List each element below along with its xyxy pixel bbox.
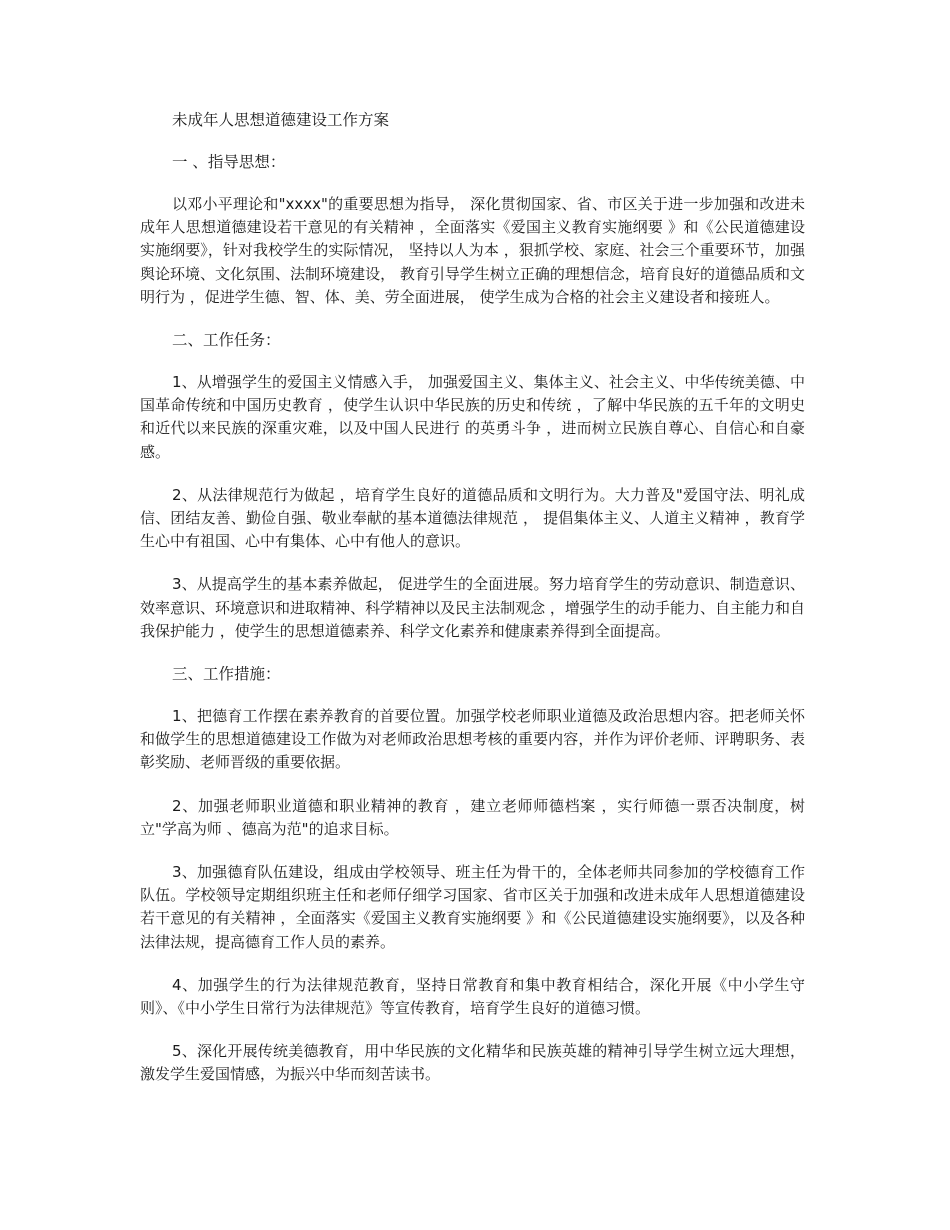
paragraph: 以邓小平理论和"xxxx"的重要思想为指导， 深化贯彻国家、省、市区关于进一步加强和改进未成年人思想道德建设若干意见的有关精神 ，全面落实《爱国主义教育实施纲要 》和《公民道德建设实施纲要》，针对我校学生的实际情况， 坚持以人为本 ，狠抓学校、家庭、社会三个重要环节，加强舆论环境、文化氛围、法制环境建设， 教育引导学生树立正确的理想信念，培育良好的道德品质和文明行为 ，促进学生德、智、体、美、劳全面进展， 使学生成为合格的社会主义建设者和接班人。 xyxy=(140,195,805,306)
paragraph: 3、从提高学生的基本素养做起， 促进学生的全面进展。努力培育学生的劳动意识、制造意识、效率意识、环境意识和进取精神、科学精神以及民主法制观念 ，增强学生的动手能力、自主能力和自我保护能力 ，使学生的思想道德素养、科学文化素养和健康素养得到全面提高。 xyxy=(140,575,805,640)
paragraph: 2、加强老师职业道德和职业精神的教育 ，建立老师师德档案 ，实行师德一票否决制度，树立"学高为师 、德高为范"的追求目标。 xyxy=(140,796,805,838)
section-heading-work-tasks: 二、工作任务： xyxy=(172,331,281,350)
paragraph: 5、深化开展传统美德教育，用中华民族的文化精华和民族英雄的精神引导学生树立远大理想，激发学生爱国情感，为振兴中华而刻苦读书。 xyxy=(140,1042,805,1084)
paragraph: 1、把德育工作摆在素养教育的首要位置。加强学校老师职业道德及政治思想内容。把老师关怀和做学生的思想道德建设工作做为对老师政治思想考核的重要内容，并作为评价老师、评聘职务、表彰奖励、老师晋级的重要依据。 xyxy=(140,707,805,772)
paragraph: 2、从法律规范行为做起 ，培育学生良好的道德品质和文明行为。大力普及"爱国守法、明礼成信、团结友善、勤俭自强、敬业奉献的基本道德法律规范 ， 提倡集体主义、人道主义精神 ，教育学生心中有祖国、心中有集体、心中有他人的意识。 xyxy=(140,485,805,551)
document-page xyxy=(140,109,805,1107)
section-heading-guiding-ideology: 一 、指导思想： xyxy=(172,153,286,171)
paragraph: 3、加强德育队伍建设，组成由学校领导、班主任为骨干的，全体老师共同参加的学校德育工作队伍。学校领导定期组织班主任和老师仔细学习国家、省市区关于加强和改进未成年人思想道德建设若干意见的有关精神 ，全面落实《爱国主义教育实施纲要 》和《公民道德建设实施纲要》，以及各种法律法规，提高德育工作人员的素养。 xyxy=(140,863,805,951)
paragraph: 1、从增强学生的爱国主义情感入手， 加强爱国主义、集体主义、社会主义、中华传统美德、中国革命传统和中国历史教育 ，使学生认识中华民族的历史和传统 ，了解中华民族的五千年的文明史和近代以来民族的深重灾难，以及中国人民进行 的英勇斗争 ，进而树立民族自尊心、自信心和自豪感。 xyxy=(140,373,805,461)
document-title: 未成年人思想道德建设工作方案 xyxy=(172,111,390,129)
section-heading-work-measures: 三、工作措施： xyxy=(172,665,281,684)
paragraph: 4、加强学生的行为法律规范教育，坚持日常教育和集中教育相结合，深化开展《中小学生守则》、《中小学生日常行为法律规范》等宣传教育，培育学生良好的道德习惯。 xyxy=(140,975,805,1018)
